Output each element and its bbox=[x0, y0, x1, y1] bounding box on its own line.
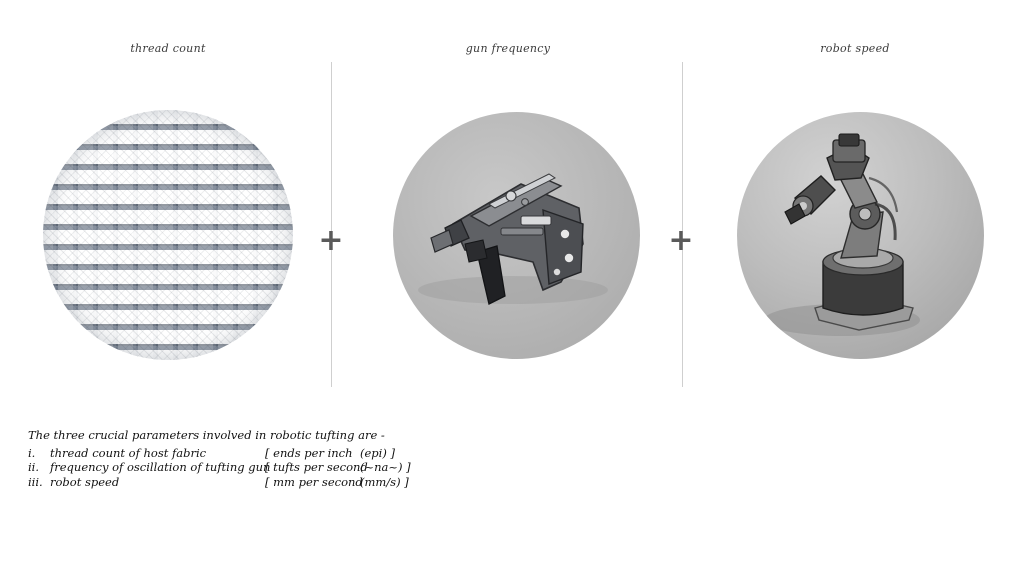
parameters-description bbox=[28, 428, 548, 489]
parameter-number: i. bbox=[28, 445, 36, 460]
tufting-gun-image bbox=[393, 112, 640, 359]
parameter-unit: (~na~) ] bbox=[360, 460, 411, 474]
robot-arm-drawing bbox=[737, 112, 984, 359]
parameter-name: thread count of host fabric bbox=[50, 445, 207, 460]
panel-caption-thread-count: thread count bbox=[130, 42, 206, 55]
robot-arm-image bbox=[737, 112, 984, 359]
panel-caption-gun-frequency: gun frequency bbox=[465, 42, 551, 55]
fabric-vignette bbox=[43, 110, 293, 360]
parameter-unit: (epi) ] bbox=[360, 445, 395, 460]
fabric-weave-image bbox=[43, 110, 293, 360]
parameter-measure: [ tufts per second bbox=[265, 460, 368, 474]
parameter-row bbox=[28, 460, 548, 475]
parameter-number: ii. bbox=[28, 460, 40, 474]
parameter-measure: [ ends per inch bbox=[265, 445, 353, 460]
parameter-number: iii. bbox=[28, 474, 43, 489]
parameter-name: frequency of oscillation of tufting gun bbox=[50, 460, 271, 474]
parameter-name: robot speed bbox=[50, 474, 120, 489]
parameter-unit: (mm/s) ] bbox=[360, 474, 409, 489]
panel-thread-count bbox=[18, 0, 318, 400]
parameter-row bbox=[28, 475, 548, 490]
tufting-gun-drawing bbox=[393, 112, 640, 359]
plus-operator-2: + bbox=[668, 223, 694, 258]
panel-caption-robot-speed: robot speed bbox=[820, 42, 890, 55]
plus-operator-1: + bbox=[318, 223, 344, 258]
parameter-measure: [ mm per second bbox=[265, 474, 363, 489]
panel-gun-frequency bbox=[358, 0, 658, 400]
parameter-row bbox=[28, 446, 548, 461]
panel-robot-speed bbox=[705, 0, 1005, 400]
description-intro: The three crucial parameters involved in robotic tufting are - bbox=[28, 428, 385, 442]
